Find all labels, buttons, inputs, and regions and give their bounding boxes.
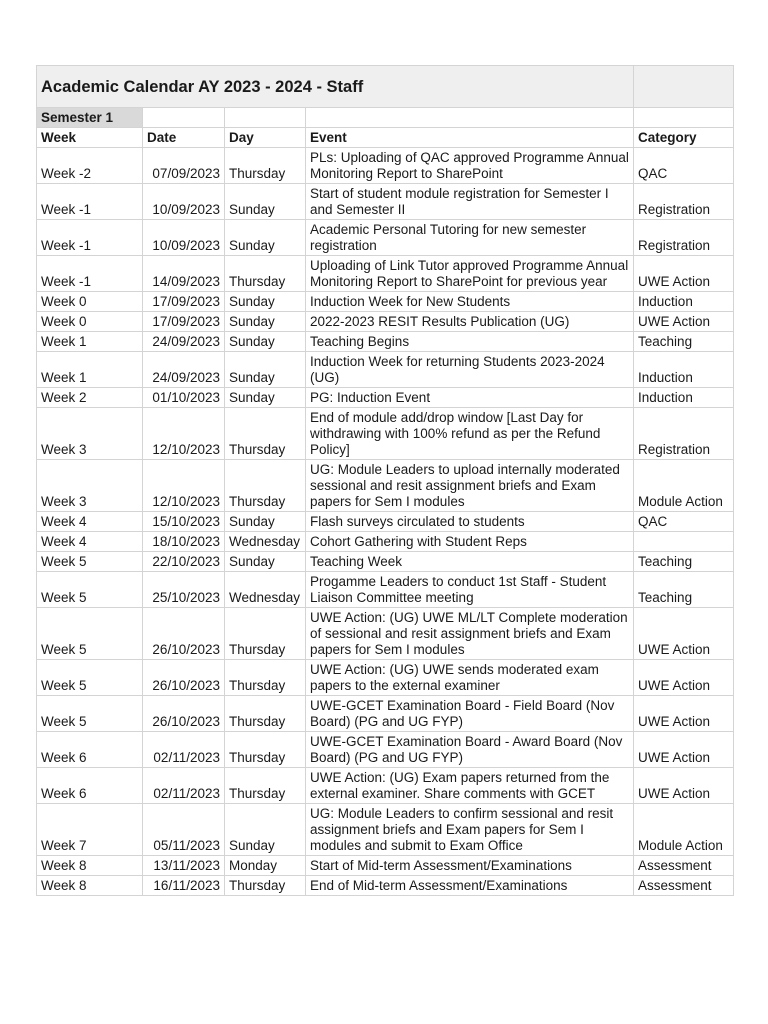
date-cell: 01/10/2023	[143, 388, 225, 408]
day-cell: Thursday	[225, 876, 306, 896]
event-cell: Uploading of Link Tutor approved Programme Annual Monitoring Report to SharePoint for previous year	[306, 256, 634, 292]
date-cell: 16/11/2023	[143, 876, 225, 896]
date-cell: 24/09/2023	[143, 332, 225, 352]
category-cell: Registration	[634, 184, 734, 220]
week-cell: Week 5	[37, 552, 143, 572]
semester-row	[37, 108, 734, 128]
category-cell: Teaching	[634, 572, 734, 608]
day-cell: Sunday	[225, 804, 306, 856]
date-cell: 02/11/2023	[143, 768, 225, 804]
category-cell: Registration	[634, 220, 734, 256]
table-row	[37, 352, 734, 388]
event-cell: Academic Personal Tutoring for new semester registration	[306, 220, 634, 256]
week-cell: Week -2	[37, 148, 143, 184]
date-cell: 26/10/2023	[143, 696, 225, 732]
week-cell: Week 0	[37, 312, 143, 332]
event-cell: Induction Week for returning Students 2023-2024 (UG)	[306, 352, 634, 388]
date-cell: 07/09/2023	[143, 148, 225, 184]
table-row	[37, 608, 734, 660]
table-row	[37, 148, 734, 184]
category-cell: UWE Action	[634, 732, 734, 768]
event-cell: UWE Action: (UG) UWE ML/LT Complete moderation of sessional and resit assignment briefs and Exam papers for Sem I modules	[306, 608, 634, 660]
event-cell: UWE Action: (UG) UWE sends moderated exam papers to the external examiner	[306, 660, 634, 696]
table-row	[37, 408, 734, 460]
table-row	[37, 388, 734, 408]
date-cell: 17/09/2023	[143, 292, 225, 312]
date-cell: 14/09/2023	[143, 256, 225, 292]
event-cell: UG: Module Leaders to upload internally moderated sessional and resit assignment briefs and Exam papers for Sem I modules	[306, 460, 634, 512]
week-cell: Week 3	[37, 408, 143, 460]
event-cell: UWE-GCET Examination Board - Field Board (Nov Board) (PG and UG FYP)	[306, 696, 634, 732]
category-cell: Module Action	[634, 804, 734, 856]
table-row	[37, 856, 734, 876]
table-row	[37, 220, 734, 256]
category-cell: Teaching	[634, 332, 734, 352]
week-cell: Week 0	[37, 292, 143, 312]
table-row	[37, 312, 734, 332]
day-cell: Thursday	[225, 608, 306, 660]
date-cell: 18/10/2023	[143, 532, 225, 552]
header-date: Date	[143, 128, 225, 148]
day-cell: Thursday	[225, 148, 306, 184]
week-cell: Week 3	[37, 460, 143, 512]
category-cell: UWE Action	[634, 660, 734, 696]
day-cell: Thursday	[225, 768, 306, 804]
table-row	[37, 804, 734, 856]
week-cell: Week 4	[37, 512, 143, 532]
category-cell: Assessment	[634, 876, 734, 896]
week-cell: Week 5	[37, 696, 143, 732]
sheet-title: Academic Calendar AY 2023 - 2024 - Staff	[37, 66, 634, 108]
table-row	[37, 184, 734, 220]
table-row	[37, 768, 734, 804]
category-cell: Assessment	[634, 856, 734, 876]
week-cell: Week 4	[37, 532, 143, 552]
category-cell: UWE Action	[634, 768, 734, 804]
header-week: Week	[37, 128, 143, 148]
day-cell: Sunday	[225, 184, 306, 220]
week-cell: Week -1	[37, 220, 143, 256]
date-cell: 22/10/2023	[143, 552, 225, 572]
category-cell: Registration	[634, 408, 734, 460]
day-cell: Thursday	[225, 460, 306, 512]
date-cell: 17/09/2023	[143, 312, 225, 332]
day-cell: Thursday	[225, 256, 306, 292]
event-cell: Start of student module registration for Semester I and Semester II	[306, 184, 634, 220]
semester-label: Semester 1	[37, 108, 143, 128]
day-cell: Sunday	[225, 312, 306, 332]
table-row	[37, 460, 734, 512]
week-cell: Week 8	[37, 856, 143, 876]
event-cell: Progamme Leaders to conduct 1st Staff - Student Liaison Committee meeting	[306, 572, 634, 608]
table-row	[37, 292, 734, 312]
table-row	[37, 660, 734, 696]
week-cell: Week -1	[37, 184, 143, 220]
event-cell: Teaching Begins	[306, 332, 634, 352]
table-row	[37, 552, 734, 572]
category-cell: UWE Action	[634, 696, 734, 732]
week-cell: Week 7	[37, 804, 143, 856]
category-cell: Induction	[634, 388, 734, 408]
date-cell: 12/10/2023	[143, 460, 225, 512]
day-cell: Sunday	[225, 332, 306, 352]
date-cell: 26/10/2023	[143, 608, 225, 660]
day-cell: Thursday	[225, 732, 306, 768]
category-cell: Induction	[634, 352, 734, 388]
week-cell: Week 6	[37, 768, 143, 804]
event-cell: PLs: Uploading of QAC approved Programme Annual Monitoring Report to SharePoint	[306, 148, 634, 184]
calendar-table	[36, 65, 734, 896]
week-cell: Week 8	[37, 876, 143, 896]
event-cell: Induction Week for New Students	[306, 292, 634, 312]
day-cell: Sunday	[225, 388, 306, 408]
day-cell: Sunday	[225, 220, 306, 256]
day-cell: Wednesday	[225, 532, 306, 552]
week-cell: Week 2	[37, 388, 143, 408]
header-event: Event	[306, 128, 634, 148]
table-row	[37, 732, 734, 768]
day-cell: Sunday	[225, 512, 306, 532]
event-cell: UG: Module Leaders to confirm sessional and resit assignment briefs and Exam papers for Sem I modules and submit to Exam Office	[306, 804, 634, 856]
date-cell: 25/10/2023	[143, 572, 225, 608]
category-cell: Module Action	[634, 460, 734, 512]
week-cell: Week 5	[37, 660, 143, 696]
event-cell: Teaching Week	[306, 552, 634, 572]
week-cell: Week 5	[37, 608, 143, 660]
table-row	[37, 512, 734, 532]
table-row	[37, 332, 734, 352]
header-row	[37, 128, 734, 148]
date-cell: 15/10/2023	[143, 512, 225, 532]
event-cell: Flash surveys circulated to students	[306, 512, 634, 532]
day-cell: Sunday	[225, 552, 306, 572]
category-cell: UWE Action	[634, 608, 734, 660]
week-cell: Week 1	[37, 332, 143, 352]
day-cell: Thursday	[225, 660, 306, 696]
title-blank-cell	[634, 66, 734, 108]
date-cell: 13/11/2023	[143, 856, 225, 876]
date-cell: 10/09/2023	[143, 220, 225, 256]
day-cell: Thursday	[225, 696, 306, 732]
date-cell: 12/10/2023	[143, 408, 225, 460]
week-cell: Week 6	[37, 732, 143, 768]
header-day: Day	[225, 128, 306, 148]
category-cell: UWE Action	[634, 312, 734, 332]
day-cell: Sunday	[225, 352, 306, 388]
event-cell: End of module add/drop window [Last Day for withdrawing with 100% refund as per the Refund Policy]	[306, 408, 634, 460]
table-row	[37, 696, 734, 732]
date-cell: 10/09/2023	[143, 184, 225, 220]
date-cell: 26/10/2023	[143, 660, 225, 696]
category-cell	[634, 532, 734, 552]
event-cell: Cohort Gathering with Student Reps	[306, 532, 634, 552]
day-cell: Monday	[225, 856, 306, 876]
event-cell: End of Mid-term Assessment/Examinations	[306, 876, 634, 896]
category-cell: QAC	[634, 512, 734, 532]
week-cell: Week -1	[37, 256, 143, 292]
category-cell: Teaching	[634, 552, 734, 572]
date-cell: 05/11/2023	[143, 804, 225, 856]
table-row	[37, 532, 734, 552]
event-cell: 2022-2023 RESIT Results Publication (UG)	[306, 312, 634, 332]
event-cell: UWE Action: (UG) Exam papers returned from the external examiner. Share comments with GCET	[306, 768, 634, 804]
title-row	[37, 66, 734, 108]
category-cell: Induction	[634, 292, 734, 312]
event-cell: PG: Induction Event	[306, 388, 634, 408]
day-cell: Sunday	[225, 292, 306, 312]
day-cell: Thursday	[225, 408, 306, 460]
spreadsheet	[36, 65, 733, 896]
event-cell: Start of Mid-term Assessment/Examinations	[306, 856, 634, 876]
week-cell: Week 5	[37, 572, 143, 608]
date-cell: 24/09/2023	[143, 352, 225, 388]
table-row	[37, 572, 734, 608]
category-cell: UWE Action	[634, 256, 734, 292]
table-row	[37, 876, 734, 896]
event-cell: UWE-GCET Examination Board - Award Board (Nov Board) (PG and UG FYP)	[306, 732, 634, 768]
week-cell: Week 1	[37, 352, 143, 388]
header-category: Category	[634, 128, 734, 148]
category-cell: QAC	[634, 148, 734, 184]
table-row	[37, 256, 734, 292]
day-cell: Wednesday	[225, 572, 306, 608]
date-cell: 02/11/2023	[143, 732, 225, 768]
